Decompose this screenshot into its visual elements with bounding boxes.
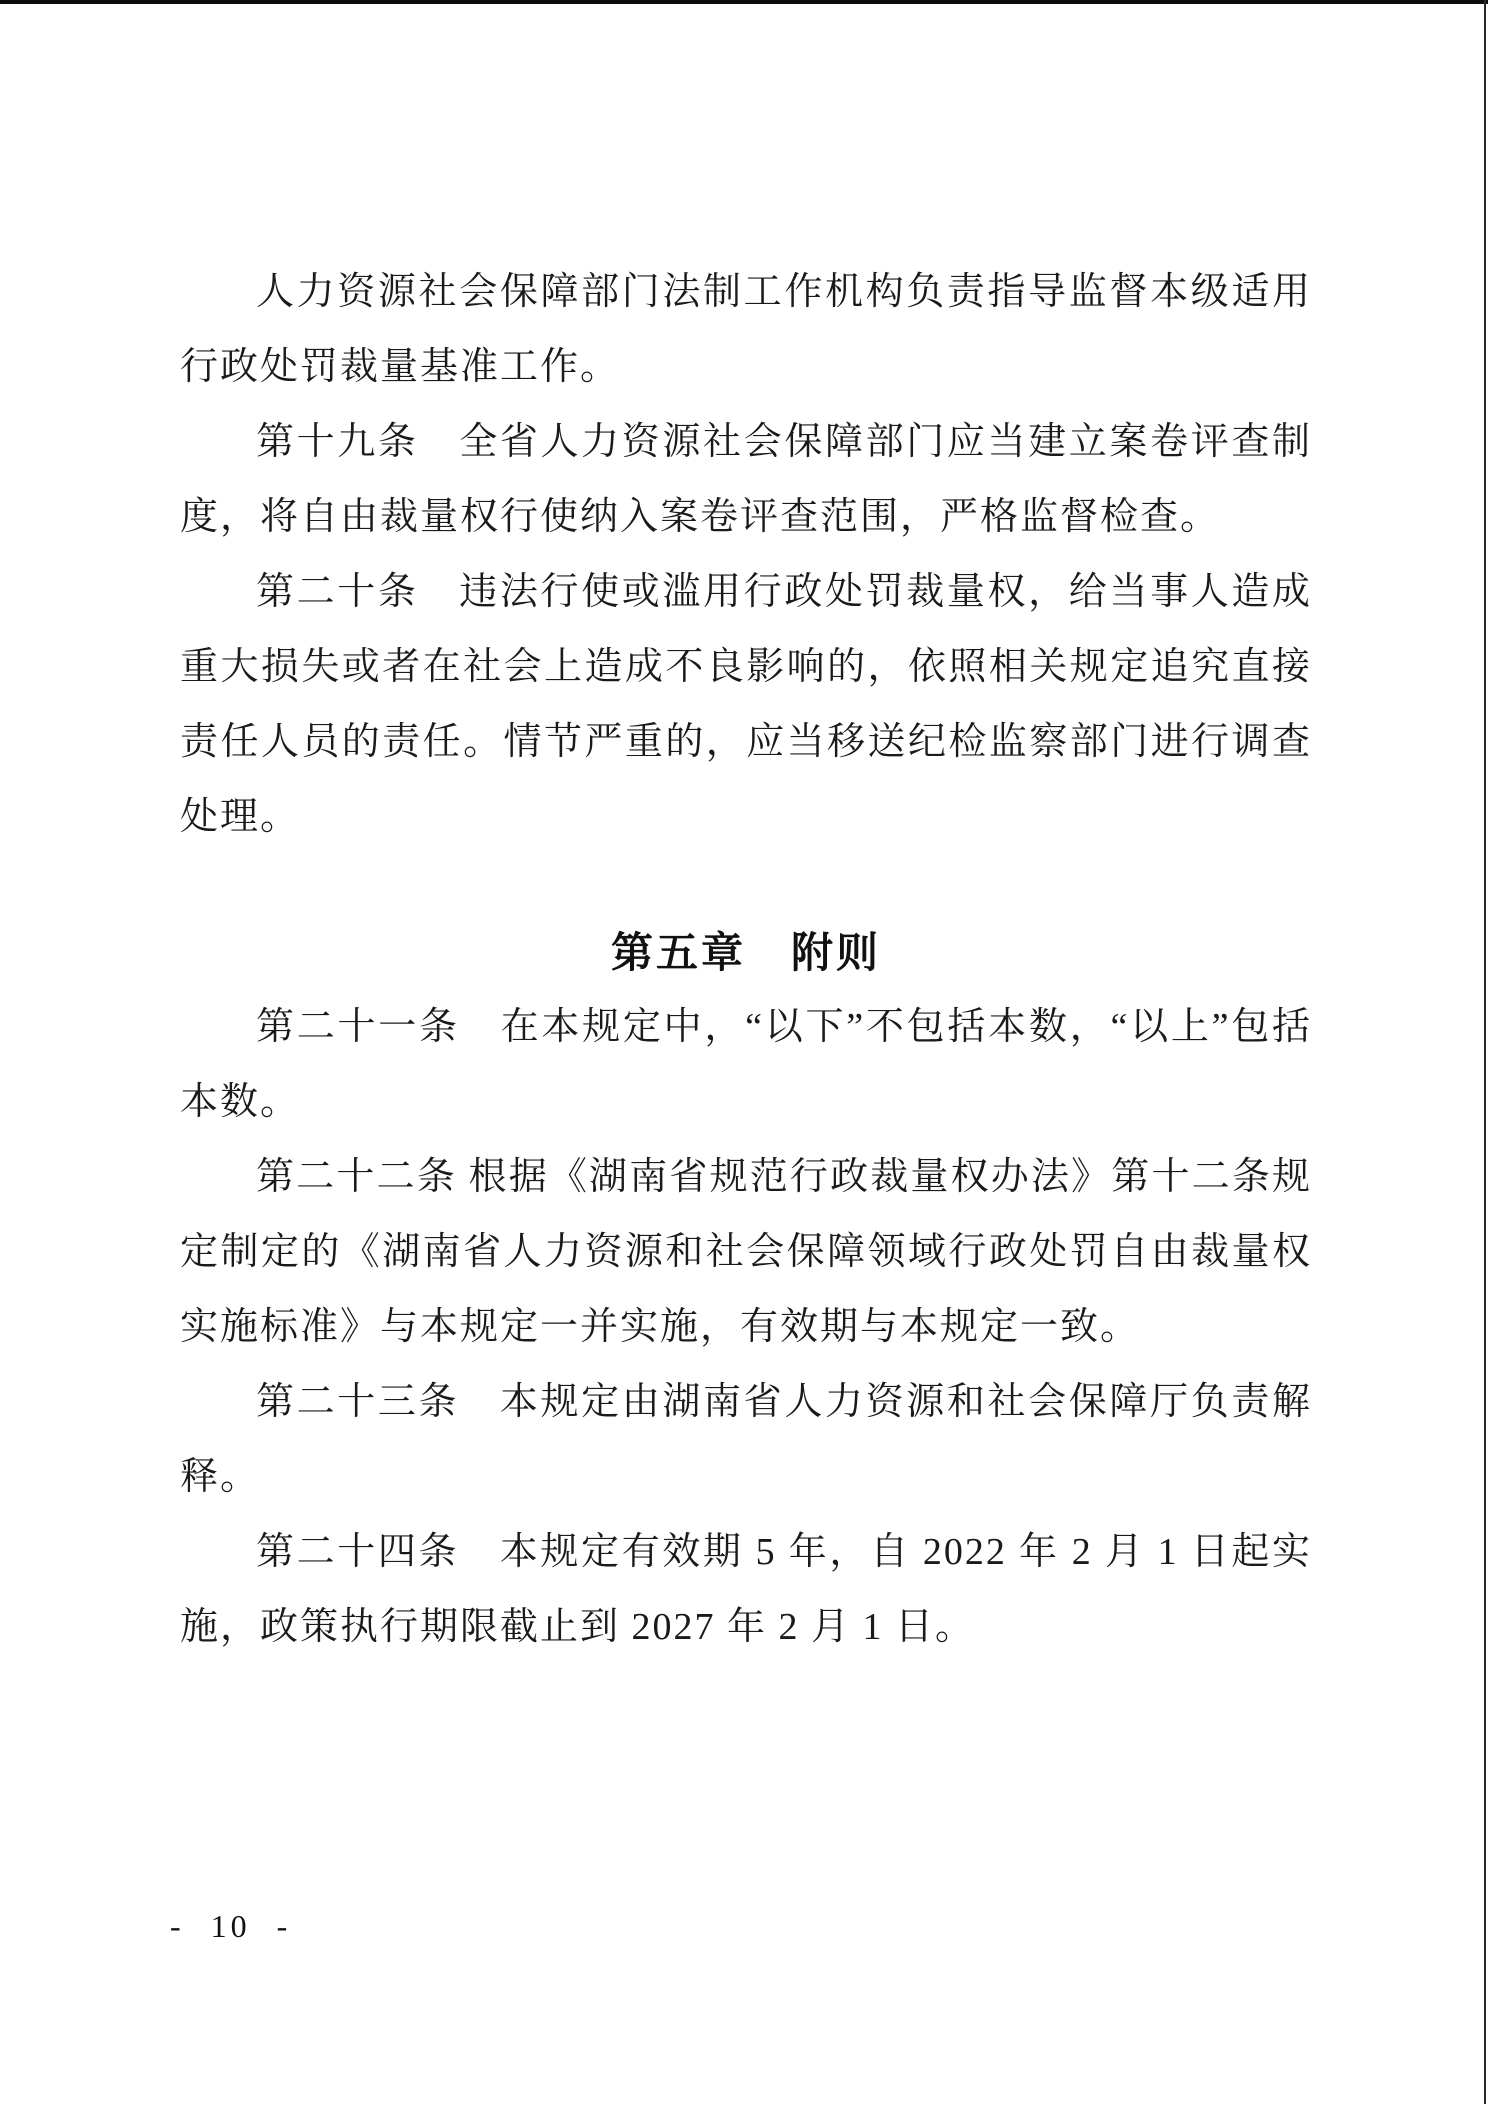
document-body [180, 255, 1312, 1665]
paragraph: 人力资源社会保障部门法制工作机构负责指导监督本级适用行政处罚裁量基准工作。 [180, 271, 1312, 388]
paragraph: 第十九条 全省人力资源社会保障部门应当建立案卷评查制度，将自由裁量权行使纳入案卷评查范围，严格监督检查。 [180, 421, 1312, 538]
page-number: - 10 - [170, 1908, 292, 1944]
scan-artifact-right-edge [1484, 0, 1486, 2104]
paragraph: 第二十二条 根据《湖南省规范行政裁量权办法》第十二条规定制定的《湖南省人力资源和社会保障领域行政处罚自由裁量权实施标准》与本规定一并实施，有效期与本规定一致。 [180, 1156, 1312, 1348]
paragraph: 第二十一条 在本规定中，“以下”不包括本数，“以上”包括本数。 [180, 1006, 1312, 1123]
paragraph: 第二十四条 本规定有效期 5 年，自 2022 年 2 月 1 日起实施，政策执行期限截止到 2027 年 2 月 1 日。 [180, 1531, 1312, 1648]
paragraph: 第二十三条 本规定由湖南省人力资源和社会保障厅负责解释。 [180, 1381, 1312, 1498]
paragraph: 第二十条 违法行使或滥用行政处罚裁量权，给当事人造成重大损失或者在社会上造成不良影响的，依照相关规定追究直接责任人员的责任。情节严重的，应当移送纪检监察部门进行调查处理。 [180, 571, 1312, 838]
scan-artifact-top-edge [0, 0, 1488, 4]
chapter-heading: 第五章 附则 [610, 929, 881, 976]
